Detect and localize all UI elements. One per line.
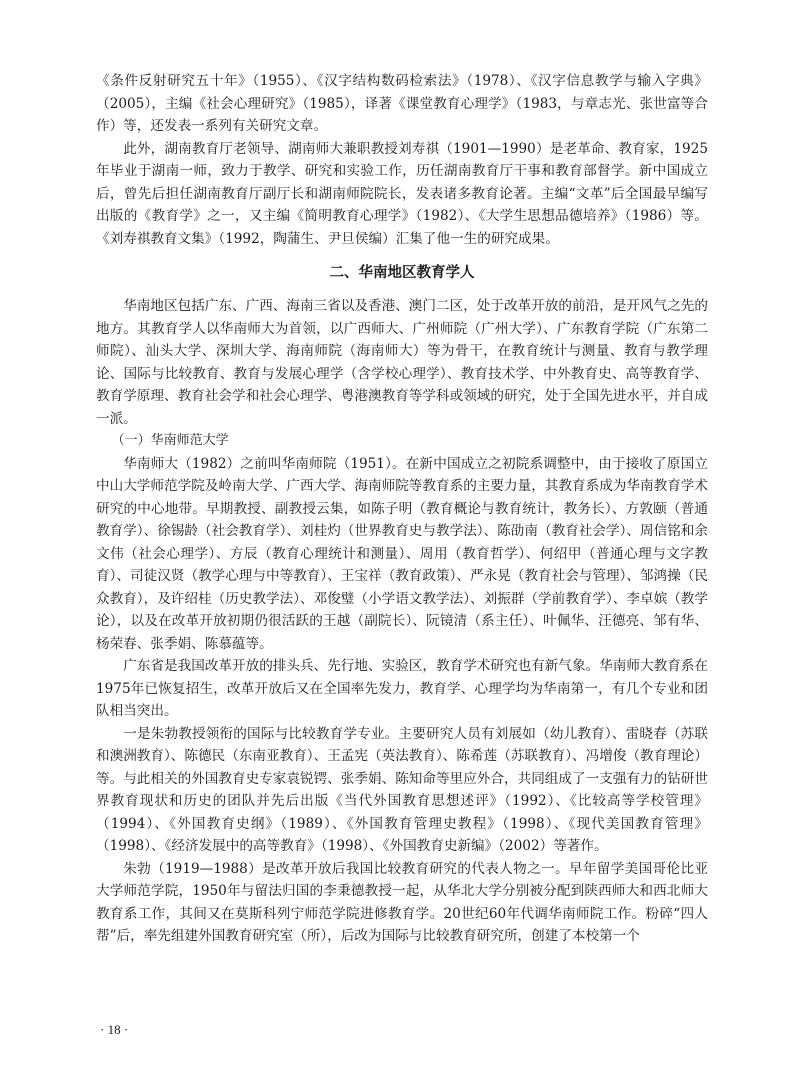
paragraph: 华南地区包括广东、广西、海南三省以及香港、澳门二区，处于改革开放的前沿，是开风气之先的地方。其教育学人以华南师大为首领，以广西师大、广州师院（广州大学）、广东教育学院（广东第二师院）、汕头大学、深圳大学、海南师院（海南师大）等为骨干，在教育统计与测量、教育与教学理论、国际与比较教育、教育与发展心理学（含学校心理学）、教育技术学、中外教育史、高等教育学、教育学原理、教育社会学和社会心理学、粤港澳教育等学科或领域的研究，处于全国先进水平，并自成一派。 <box>96 298 708 427</box>
paragraph: 朱勃（1919—1988）是改革开放后我国比较教育研究的代表人物之一。早年留学美国哥伦比亚大学师范学院，1950年与留法归国的李秉德教授一起，从华北大学分别被分配到陕西师大和西北师大教育系工作，其间又在莫斯科列宁师范学院进修教育学。20世纪60年代调华南师院工作。粉碎“四人帮”后，率先组建外国教育研究室（所），后改为国际与比较教育研究所，创建了本校第一个 <box>96 860 708 944</box>
section-heading: 二、华南地区教育学人 <box>329 265 475 281</box>
paragraph: 广东省是我国改革开放的排头兵、先行地、实验区，教育学术研究也有新气象。华南师大教育系在1975年已恢复招生，改革开放后又在全国率先发力，教育学、心理学均为华南第一，有几个专业和团队相当突出。 <box>96 658 708 719</box>
paragraph: 《条件反射研究五十年》（1955）、《汉字结构数码检索法》（1978）、《汉字信息教学与输入字典》（2005），主编《社会心理研究》（1985），译著《课堂教育心理学》（1983，与章志光、张世富等合作）等，还发表一系列有关研究文章。 <box>96 73 708 134</box>
paragraph: 此外，湖南教育厅老领导、湖南师大兼职教授刘寿祺（1901—1990）是老革命、教育家，1925年毕业于湖南一师，致力于教学、研究和实验工作，历任湖南教育厅干事和教育部督学。新中国成立后，曾先后担任湖南教育厅副厅长和湖南师院院长，发表诸多教育论著。主编“文革”后全国最早编写出版的《教育学》之一，又主编《简明教育心理学》（1982）、《大学生思想品德培养》（1986）等。《刘寿祺教育文集》（1992，陶蒲生、尹旦侯编）汇集了他一生的研究成果。 <box>96 140 708 247</box>
page-content <box>96 70 708 948</box>
paragraph: 华南师大（1982）之前叫华南师院（1951）。在新中国成立之初院系调整中，由于接收了原国立中山大学师范学院及岭南大学、广西大学、海南师院等教育系的主要力量，其教育系成为华南教育学术研究的中心地带。早期教授、副教授云集，如陈子明（教育概论与教育统计，教务长）、方敦颐（普通教育学）、徐锡龄（社会教育学）、刘桂灼（世界教育史与教学法）、陈劭南（教育社会学）、周信铭和余文伟（社会心理学）、方辰（教育心理统计和测量）、周用（教育哲学）、何绍甲（普通心理与文字教育）、司徒汉贤（教学心理与中等教育）、王宝祥（教育政策）、严永晃（教育社会与管理）、邹鸿操（民众教育），及许绍桂（历史教学法）、邓俊璧（小学语文教学法）、刘振群（学前教育学）、李卓嫔（教学论），以及在改革开放初期仍很活跃的王越（副院长）、阮镜清（系主任）、叶佩华、汪德亮、邹有华、杨荣春、张季娟、陈慕蕴等。 <box>96 455 708 652</box>
paragraph: 一是朱勃教授领衔的国际与比较教育学专业。主要研究人员有刘展如（幼儿教育）、雷晓春（苏联和澳洲教育）、陈德民（东南亚教育）、王孟宪（英法教育）、陈希莲（苏联教育）、冯增俊（教育理论）等。与此相关的外国教育史专家袁锐锷、张季娟、陈知命等里应外合，共同组成了一支强有力的钻研世界教育现状和历史的团队并先后出版《当代外国教育思想述评》（1992）、《比较高等学校管理》（1994）、《外国教育史纲》（1989）、《外国教育管理史教程》（1998）、《现代美国教育管理》（1998）、《经济发展中的高等教育》（1998）、《外国教育史新编》（2002）等著作。 <box>96 725 708 854</box>
page-number: · 18 · <box>100 1022 129 1037</box>
subsection-heading: （一）华南师范大学 <box>111 433 229 448</box>
